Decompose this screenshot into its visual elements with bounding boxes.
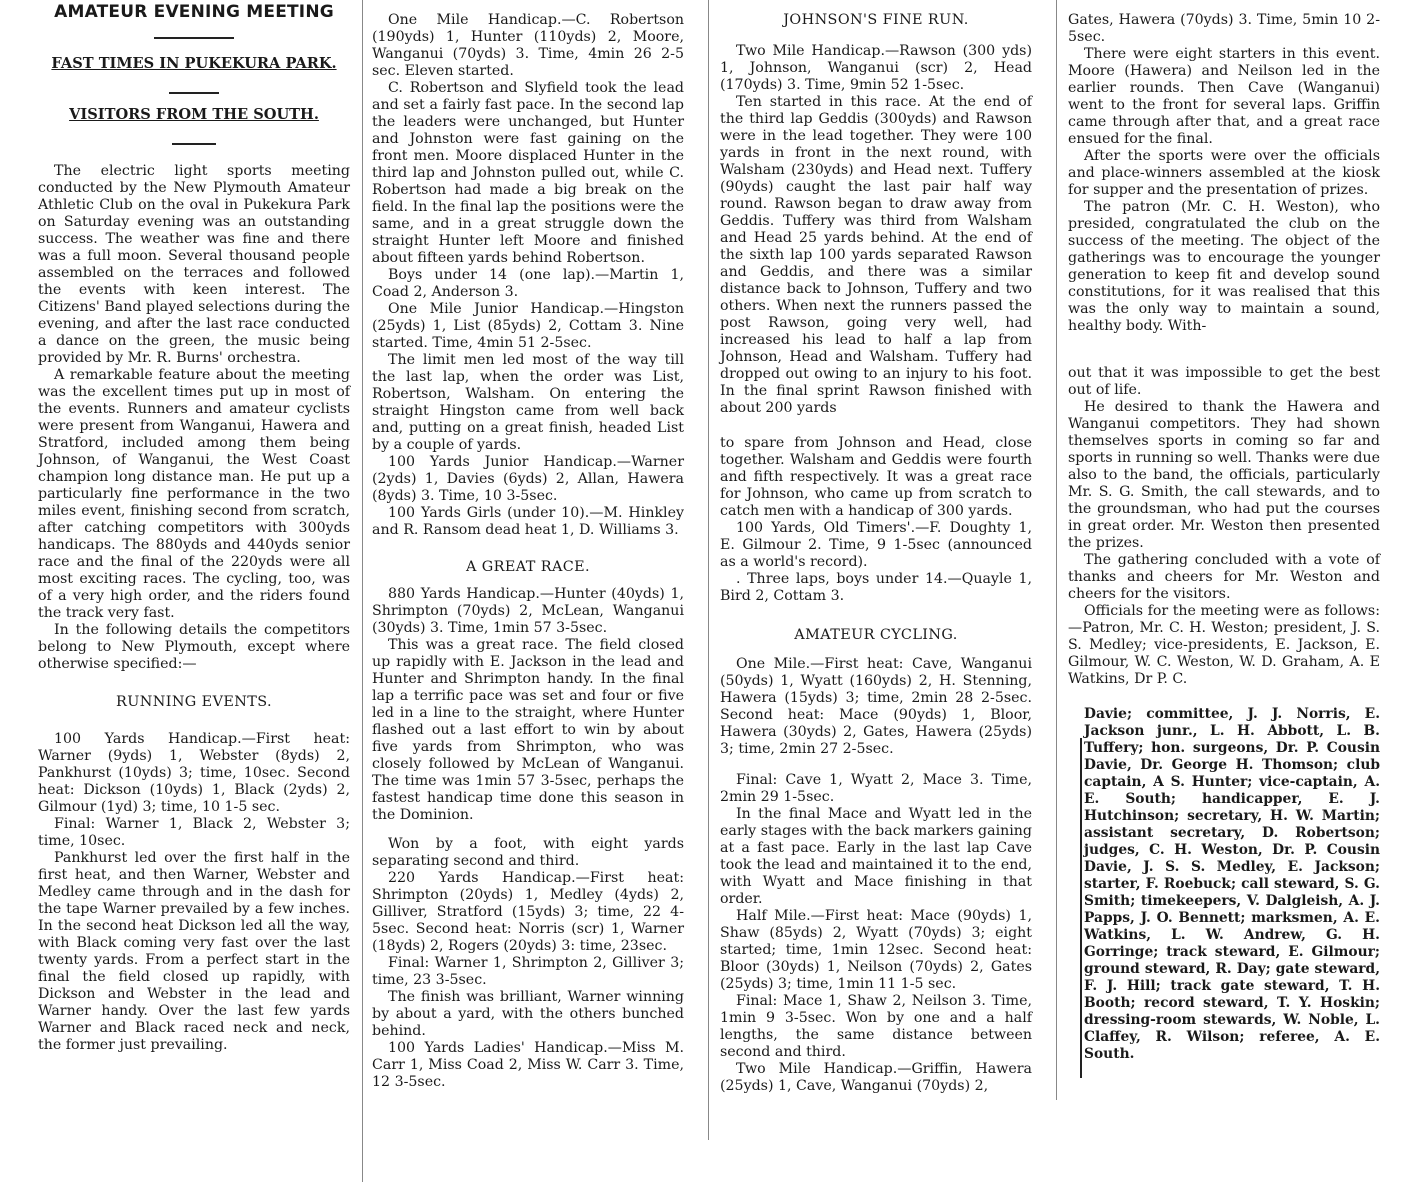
- paragraph: There were eight starters in this event. Moore (Hawera) and Neilson led in the earlier rounds. Then Cave (Wanganui) went to the front for several laps. Griffin came through after that, and a great race ensued for the final.: [1068, 46, 1380, 147]
- subheadline: VISITORS FROM THE SOUTH.: [69, 106, 319, 123]
- paragraph: This was a great race. The field closed up rapidly with E. Jackson in the lead and Hunter and Shrimpton handy. In the final lap a terrific pace was set and four or five led in a line to the straight, where Hunter flashed out a last effort to win by about five yards from Shrimpton, who was closely followed by McLean of Wanganui. The time was 1min 57 3-5sec, perhaps the fastest handicap time done this season in the Dominion.: [372, 637, 684, 823]
- paragraph: Final: Mace 1, Shaw 2, Neilson 3. Time, 1min 9 3-5sec. Won by one and a half lengths, the same distance between second and third.: [720, 993, 1032, 1060]
- paragraph: 100 Yards Girls (under 10).—M. Hinkley and R. Ransom dead heat 1, D. Williams 3.: [372, 505, 684, 538]
- column-rule: [1056, 0, 1057, 1100]
- paragraph: 880 Yards Handicap.—Hunter (40yds) 1, Shrimpton (70yds) 2, McLean, Wanganui (30yds) 3. Time, 1min 57 3-5sec.: [372, 586, 684, 636]
- paragraph: Final: Warner 1, Shrimpton 2, Gilliver 3; time, 23 3-5sec.: [372, 955, 684, 988]
- paragraph: Final: Warner 1, Black 2, Webster 3; time, 10sec.: [38, 816, 350, 849]
- paragraph: The electric light sports meeting conducted by the New Plymouth Amateur Athletic Club on the oval in Pukekura Park on Saturday evening was an outstanding success. The weather was fine and there was a full moon. Several thousand people assembled on the terraces and followed the events with keen interest. The Citizens' Band played selections during the evening, and after the last race conducted a dance on the green, the music being provided by Mr. R. Burns' orchestra.: [38, 163, 350, 366]
- paragraph: Officials for the meeting were as follows:—Patron, Mr. C. H. Weston; president, J. S. S. Medley; vice-presidents, E. Jackson, E. Gilmour, W. C. Weston, W. D. Graham, A. E Watkins, Dr P. C.: [1068, 603, 1380, 687]
- article-column-2: [372, 12, 684, 1091]
- section-heading: A GREAT RACE.: [465, 559, 591, 575]
- column-rule: [708, 0, 709, 1140]
- divider: [154, 37, 234, 39]
- paragraph: Two Mile Handicap.—Rawson (300 yds) 1, Johnson, Wanganui (scr) 2, Head (170yds) 3. Time, 9min 52 1-5sec.: [720, 43, 1032, 93]
- paragraph: Final: Cave 1, Wyatt 2, Mace 3. Time, 2min 29 1-5sec.: [720, 772, 1032, 805]
- paragraph: 220 Yards Handicap.—First heat: Shrimpton (20yds) 1, Medley (4yds) 2, Gilliver, Stratford (15yds) 3; time, 22 4-5sec. Second heat: Norris (scr) 1, Warner (18yds) 2, Rogers (20yds) 3: time, 23sec.: [372, 870, 684, 954]
- column-rule: [362, 0, 363, 1182]
- paragraph: In the following details the competitors belong to New Plymouth, except where otherwise specified:—: [38, 622, 350, 672]
- divider: [172, 143, 216, 145]
- paragraph: After the sports were over the officials and place-winners assembled at the kiosk for supper and the presentation of prizes.: [1068, 148, 1380, 198]
- paragraph: The gathering concluded with a vote of thanks and cheers for Mr. Weston and cheers for the visitors.: [1068, 552, 1380, 602]
- paragraph: The patron (Mr. C. H. Weston), who presided, congratulated the club on the success of the meeting. The object of the gatherings was to encourage the younger generation to keep fit and develop sound constitutions, for it was realised that this was the only way to maintain a sound, healthy body. With-: [1068, 199, 1380, 334]
- headline: AMATEUR EVENING MEETING: [54, 2, 334, 22]
- paragraph: . Three laps, boys under 14.—Quayle 1, Bird 2, Cottam 3.: [720, 571, 1032, 604]
- paragraph: One Mile Junior Handicap.—Hingston (25yds) 1, List (85yds) 2, Cottam 3. Nine started. Time, 4min 51 2-5sec.: [372, 301, 684, 351]
- paragraph: Ten started in this race. At the end of the third lap Geddis (300yds) and Rawson were in the lead together. They were 100 yards in front in the next round, with Walsham (230yds) and Head next. Tuffery (90yds) caught the last pair half way round. Rawson began to draw away from Geddis. Tuffery was third from Walsham and Head 25 yards behind. At the end of the sixth lap 100 yards separated Rawson and Geddis, and there was a similar distance back to Johnson, Tuffery and two others. When next the runners passed the post Rawson, going very well, had increased his lead to half a lap from Johnson, Head and Walsham. Tuffery had dropped out owing to an injury to his foot. In the final sprint Rawson finished with about 200 yards: [720, 94, 1032, 416]
- paragraph: 100 Yards Junior Handicap.—Warner (2yds) 1, Davies (6yds) 2, Allan, Hawera (8yds) 3. Time, 10 3-5sec.: [372, 454, 684, 504]
- paragraph: 100 Yards, Old Timers'.—F. Doughty 1, E. Gilmour 2. Time, 9 1-5sec (announced as a world's record).: [720, 520, 1032, 570]
- paragraph: He desired to thank the Hawera and Wanganui competitors. They had shown themselves sports in coming so far and sports in running so well. Thanks were due also to the band, the officials, particularly Mr. S. G. Smith, the call stewards, and to the groundsman, who had put the courses in great order. Mr. Weston then presented the prizes.: [1068, 399, 1380, 551]
- subheadline: FAST TIMES IN PUKEKURA PARK.: [51, 55, 337, 72]
- paragraph: 100 Yards Handicap.—First heat: Warner (9yds) 1, Webster (8yds) 2, Pankhurst (10yds) 3; time, 10sec. Second heat: Dickson (10yds) 1, Black (2yds) 2, Gilmour (1yd) 3; time, 10 1-5 sec.: [38, 731, 350, 815]
- paragraph: Won by a foot, with eight yards separating second and third.: [372, 836, 684, 869]
- paragraph: Boys under 14 (one lap).—Martin 1, Coad 2, Anderson 3.: [372, 267, 684, 300]
- section-heading: JOHNSON'S FINE RUN.: [783, 12, 969, 28]
- article-column-1: [38, 0, 350, 1054]
- paragraph: One Mile Handicap.—C. Robertson (190yds) 1, Hunter (110yds) 2, Moore, Wanganui (70yds) 3. Time, 4min 26 2-5 sec. Eleven started.: [372, 12, 684, 79]
- paragraph: to spare from Johnson and Head, close together. Walsham and Geddis were fourth and fifth respectively. It was a great race for Johnson, who came up from scratch to catch men with a handicap of 300 yards.: [720, 435, 1032, 519]
- paragraph: One Mile.—First heat: Cave, Wanganui (50yds) 1, Wyatt (160yds) 2, H. Stenning, Hawera (15yds) 3; time, 2min 28 2-5sec. Second heat: Mace (90yds) 1, Bloor, Hawera (30yds) 2, Gates, Hawera (25yds) 3; time, 2min 27 2-5sec.: [720, 656, 1032, 757]
- article-column-3: [720, 12, 1032, 1095]
- paragraph: A remarkable feature about the meeting was the excellent times put up in most of the events. Runners and amateur cyclists were present from Wanganui, Hawera and Stratford, included among them being Johnson, of Wanganui, the West Coast champion long distance man. He put up a particularly fine performance in the two miles event, finishing second from scratch, after catching competitors with 300yds handicaps. The 880yds and 440yds senior race and the final of the 220yds were all most exciting races. The cycling, too, was of a very high order, and the riders found the track very fast.: [38, 367, 350, 621]
- paragraph: 100 Yards Ladies' Handicap.—Miss M. Carr 1, Miss Coad 2, Miss W. Carr 3. Time, 12 3-5sec.: [372, 1040, 684, 1090]
- paragraph: Pankhurst led over the first half in the first heat, and then Warner, Webster and Medley came through and in the dash for the tape Warner prevailed by a few inches. In the second heat Dickson led all the way, with Black coming very fast over the last twenty yards. From a perfect start in the final the field closed up rapidly, with Dickson and Webster in the lead and Warner handy. Over the last few yards Warner and Black raced neck and neck, the former just prevailing.: [38, 850, 350, 1053]
- paragraph: out that it was impossible to get the best out of life.: [1068, 365, 1380, 398]
- article-column-4: [1068, 12, 1380, 1063]
- section-heading: AMATEUR CYCLING.: [794, 627, 958, 643]
- paragraph: Half Mile.—First heat: Mace (90yds) 1, Shaw (85yds) 2, Wyatt (70yds) 3; eight started; time, 1min 12sec. Second heat: Bloor (30yds) 1, Neilson (70yds) 2, Gates (25yds) 3; time, 1min 11 1-5 sec.: [720, 908, 1032, 992]
- paragraph: Two Mile Handicap.—Griffin, Hawera (25yds) 1, Cave, Wanganui (70yds) 2,: [720, 1061, 1032, 1094]
- paragraph: The finish was brilliant, Warner winning by about a yard, with the others bunched behind.: [372, 989, 684, 1039]
- divider: [169, 92, 219, 94]
- paragraph: Gates, Hawera (70yds) 3. Time, 5min 10 2-5sec.: [1068, 12, 1380, 45]
- paragraph: In the final Mace and Wyatt led in the early stages with the back markers gaining at a fast pace. Early in the last lap Cave took the lead and maintained it to the end, with Wyatt and Mace finishing in that order.: [720, 806, 1033, 907]
- paragraph: C. Robertson and Slyfield took the lead and set a fairly fast pace. In the second lap the leaders were unchanged, but Hunter and Johnston were fast gaining on the front men. Moore displaced Hunter in the third lap and Johnston pulled out, while C. Robertson had made a big break on the field. In the final lap the positions were the same, and in a great struggle down the straight Hunter left Moore and finished about fifteen yards behind Robertson.: [372, 80, 684, 266]
- paragraph: The limit men led most of the way till the last lap, when the order was List, Robertson, Walsham. On entering the straight Hingston came from well back and, putting on a great finish, headed List by a couple of yards.: [372, 352, 684, 453]
- paragraph: Davie; committee, J. J. Norris, E. Jackson junr., L. H. Abbott, L. B. Tuffery; hon. surgeons, Dr. P. Cousin Davie, Dr. George H. Thomson; club captain, A S. Hunter; vice-captain, A. E. South; handicapper, E. J. Hutchinson; secretary, H. W. Martin; assistant secretary, D. Robertson; judges, C. H. Weston, Dr. P. Cousin Davie, J. S. S. Medley, E. Jackson; starter, F. Roebuck; call steward, S. G. Smith; timekeepers, V. Dalgleish, A. J. Papps, J. O. Bennett; marksmen, A. E. Watkins, L. W. Andrew, G. H. Gorringe; track steward, E. Gilmour; ground steward, R. Day; gate steward, F. J. Hill; track gate steward, T. H. Booth; record steward, T. Y. Hoskin; dressing-room stewards, W. Noble, L. Claffey, R. Wilson; referee, A. E. South.: [1084, 706, 1380, 1062]
- section-heading: RUNNING EVENTS.: [115, 694, 272, 710]
